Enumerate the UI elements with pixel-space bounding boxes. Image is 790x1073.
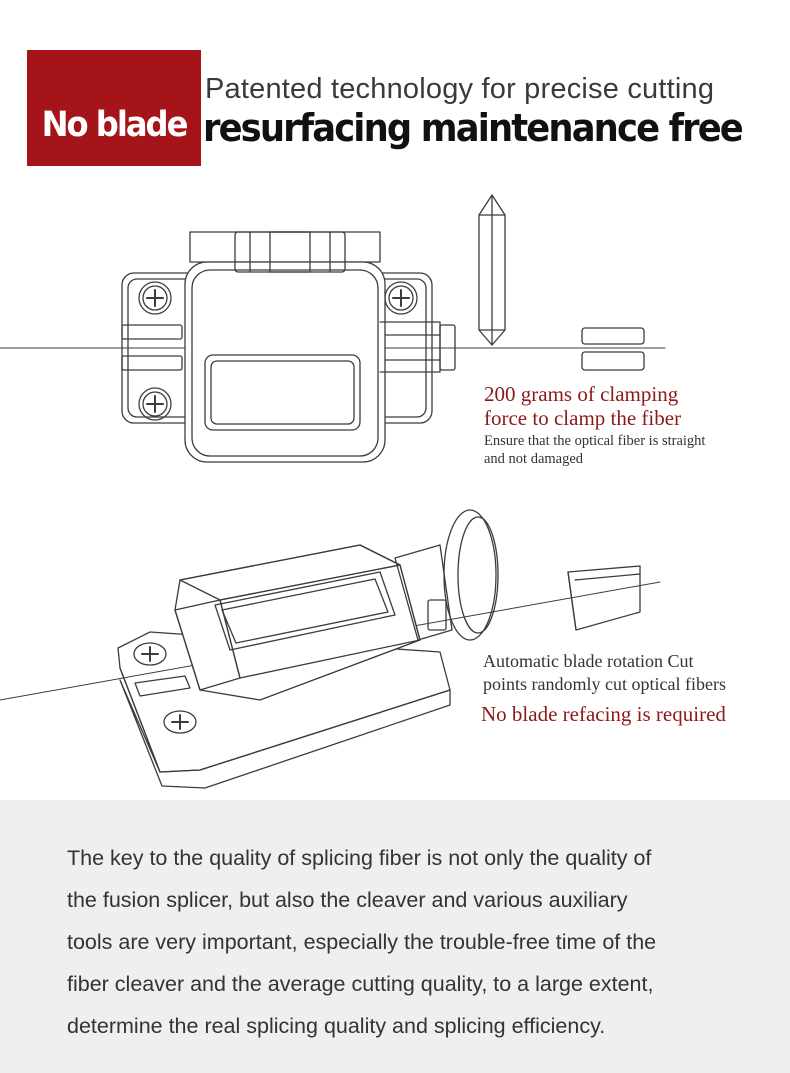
description-line: the fusion splicer, but also the cleaver and various auxiliary	[67, 888, 628, 912]
clamp-force-body-line2: and not damaged	[484, 451, 584, 467]
blade-rotation-line2: points randomly cut optical fibers	[483, 674, 726, 694]
blade-rotation-line1: Automatic blade rotation Cut	[483, 651, 694, 671]
description-line: fiber cleaver and the average cutting quality, to a large extent,	[67, 972, 654, 996]
clamp-force-body-line1: Ensure that the optical fiber is straight	[484, 433, 706, 449]
badge-label: No blade	[41, 105, 187, 145]
header-title: resurfacing maintenance free	[203, 106, 742, 150]
clamp-force-heading-line2: force to clamp the fiber	[484, 406, 682, 430]
description-line: The key to the quality of splicing fiber is not only the quality of	[67, 846, 652, 870]
description-paragraph	[67, 837, 767, 1047]
clamp-force-heading-line1: 200 grams of clamping	[484, 382, 679, 406]
cleaver-perspective-illustration	[0, 510, 660, 788]
description-line: determine the real splicing quality and splicing efficiency.	[67, 1014, 606, 1038]
no-refacing-emphasis: No blade refacing is required	[481, 702, 726, 726]
description-line: tools are very important, especially the trouble-free time of the	[67, 930, 657, 954]
header-subtitle: Patented technology for precise cutting	[205, 73, 715, 105]
